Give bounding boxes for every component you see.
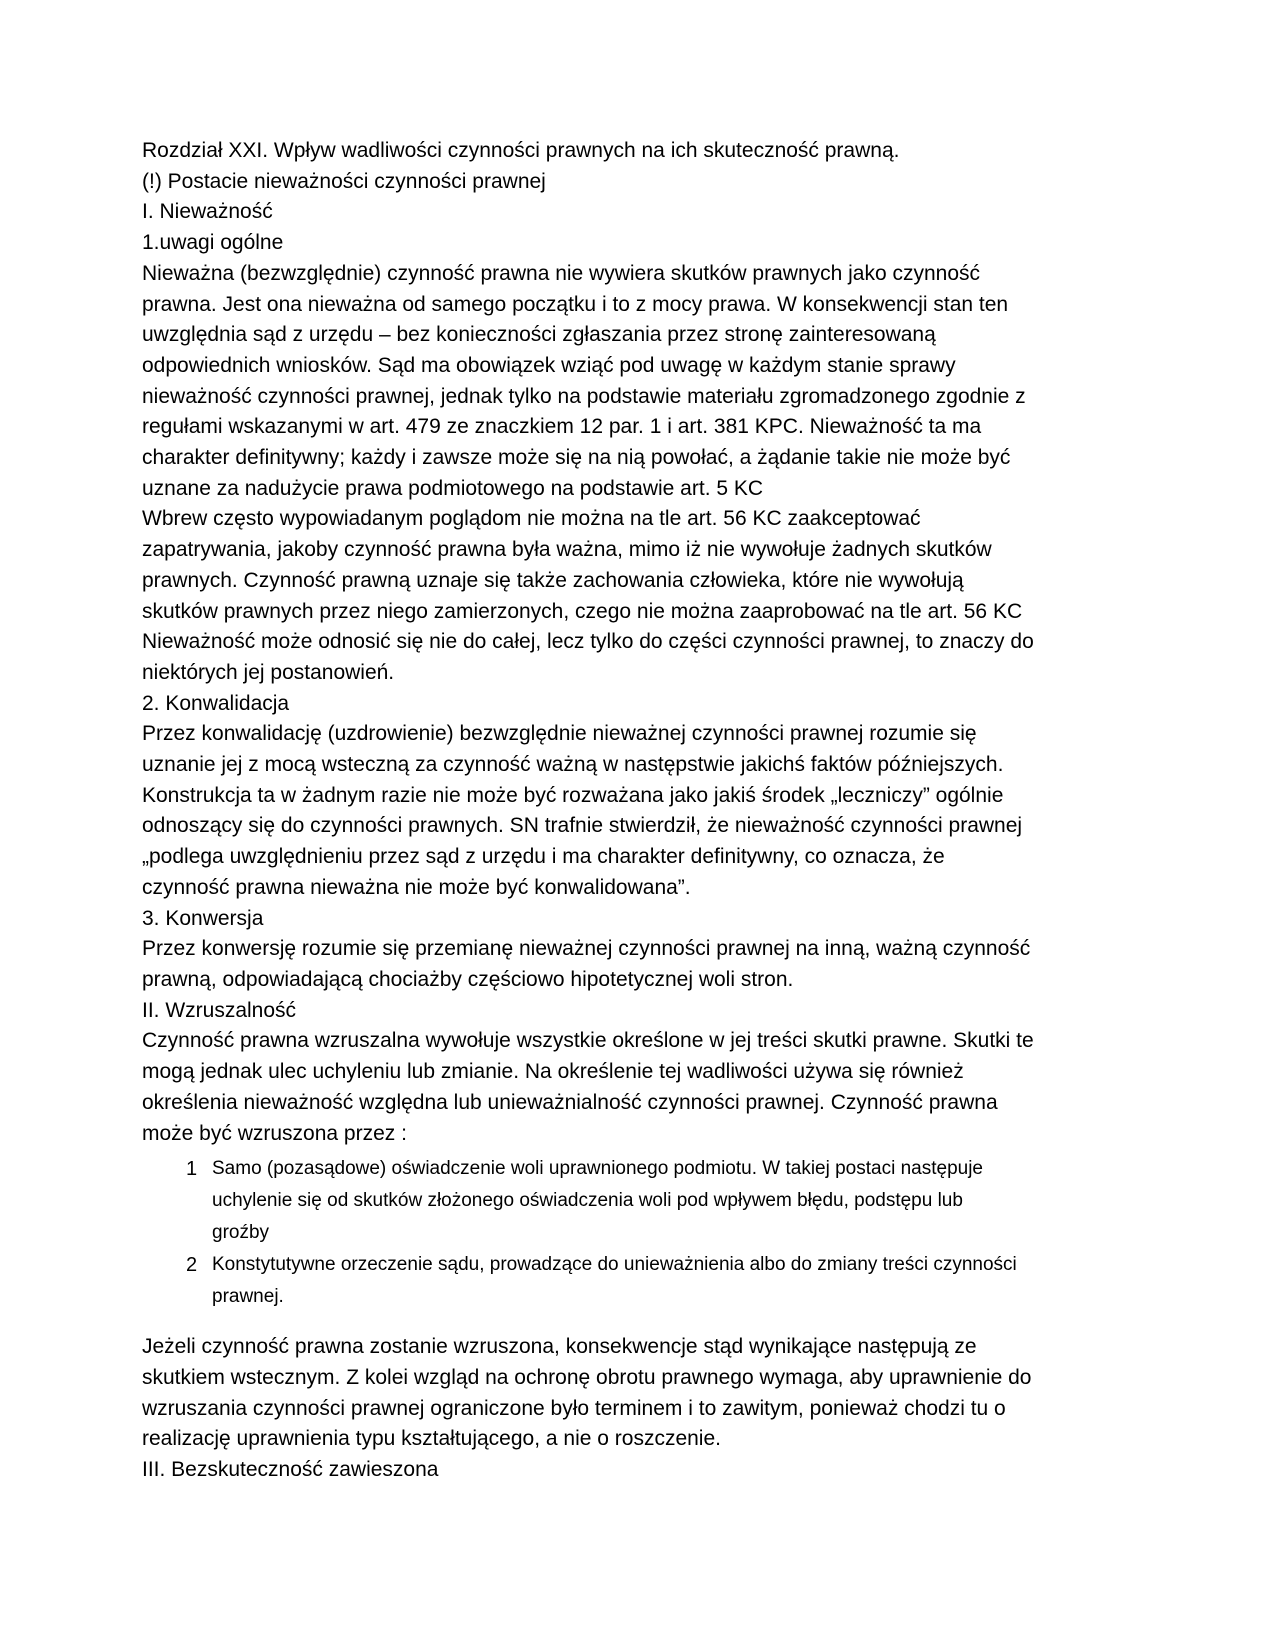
- text-line: określenia nieważność względna lub unieważnialność czynności prawnej. Czynność prawna: [142, 1090, 998, 1114]
- text-line: prawnej.: [212, 1286, 284, 1308]
- text-line: prawnych. Czynność prawną uznaje się także zachowania człowieka, które nie wywołują: [142, 568, 964, 592]
- text-line: Samo (pozasądowe) oświadczenie woli uprawnionego podmiotu. W takiej postaci następuje: [212, 1158, 983, 1180]
- chapter-title-line: Rozdział XXI. Wpływ wadliwości czynności prawnych na ich skuteczność prawną.: [142, 139, 900, 162]
- text-line: Konstrukcja ta w żadnym razie nie może być rozważana jako jakiś środek „leczniczy” ogólnie: [142, 783, 1004, 807]
- list-item-text: [212, 1153, 1175, 1249]
- text-line: nieważność czynności prawnej, jednak tylko na podstawie materiału zgromadzonego zgodnie z: [142, 384, 1026, 408]
- text-line: skutków prawnych przez niego zamierzonych, czego nie można zaaprobować na tle art. 56 KC: [142, 599, 1023, 623]
- text-line: może być wzruszona przez :: [142, 1121, 407, 1145]
- text-line: prawna. Jest ona nieważna od samego początku i to z mocy prawa. W konsekwencji stan ten: [142, 292, 1009, 316]
- text-line: regułami wskazanymi w art. 479 ze znaczkiem 12 par. 1 i art. 381 KPC. Nieważność ta ma: [142, 415, 982, 439]
- text-line: Nieważna (bezwzględnie) czynność prawna nie wywiera skutków prawnych jako czynność: [142, 261, 981, 285]
- list-item-number: 2: [186, 1254, 198, 1277]
- text-line: mogą jednak ulec uchyleniu lub zmianie. Na określenie tej wadliwości używa się również: [142, 1060, 964, 1084]
- text-line: zapatrywania, jakoby czynność prawna była ważna, mimo iż nie wywołuje żadnych skutków: [142, 538, 992, 562]
- text-line: skutkiem wstecznym. Z kolei wzgląd na ochronę obrotu prawnego wymaga, aby uprawnienie do: [142, 1365, 1032, 1389]
- text-line: Jeżeli czynność prawna zostanie wzruszona, konsekwencje stąd wynikające następują ze: [142, 1335, 977, 1359]
- text-line: charakter definitywny; każdy i zawsze może się na nią powołać, a żądanie takie nie może być: [142, 446, 1011, 470]
- text-line: uznanie jej z mocą wsteczną za czynność ważną w następstwie jakichś faktów późniejszych.: [142, 753, 1004, 777]
- closing-text-block: [142, 1332, 1175, 1486]
- text-line: niektórych jej postanowień.: [142, 660, 395, 684]
- subsection-heading-line: 2. Konwalidacja: [142, 691, 290, 715]
- list-item-text: [212, 1249, 1175, 1313]
- numbered-list: [142, 1153, 1175, 1313]
- subsection-heading-line: 3. Konwersja: [142, 906, 264, 930]
- subtitle-line: (!) Postacie nieważności czynności prawnej: [142, 169, 546, 193]
- list-item-2: [142, 1249, 1175, 1313]
- list-item-1: [142, 1153, 1175, 1249]
- text-line: Wbrew często wypowiadanym poglądom nie można na tle art. 56 KC zaakceptować: [142, 507, 921, 531]
- text-line: wzruszania czynności prawnej ograniczone było terminem i to zawitym, ponieważ chodzi tu o: [142, 1396, 1006, 1420]
- text-line: groźby: [212, 1222, 270, 1244]
- text-line: uchylenie się od skutków złożonego oświadczenia woli pod wpływem błędu, podstępu lub: [212, 1190, 963, 1212]
- main-text-block: [142, 136, 1175, 1149]
- section-heading-line: I. Nieważność: [142, 200, 273, 224]
- text-line: czynność prawna nieważna nie może być konwalidowana”.: [142, 875, 691, 899]
- text-line: Nieważność może odnosić się nie do całej, lecz tylko do części czynności prawnej, to znaczy do: [142, 630, 1034, 654]
- text-line: „podlega uwzględnieniu przez sąd z urzędu i ma charakter definitywny, co oznacza, że: [142, 845, 945, 869]
- text-line: Przez konwalidację (uzdrowienie) bezwzględnie nieważnej czynności prawnej rozumie się: [142, 722, 977, 746]
- text-line: Czynność prawna wzruszalna wywołuje wszystkie określone w jej treści skutki prawne. Skutki te: [142, 1029, 1034, 1053]
- text-line: realizację uprawnienia typu kształtującego, a nie o roszczenie.: [142, 1427, 721, 1451]
- text-line: odpowiednich wniosków. Sąd ma obowiązek wziąć pod uwagę w każdym stanie sprawy: [142, 353, 956, 377]
- section-heading-line: II. Wzruszalność: [142, 998, 297, 1022]
- text-line: Konstytutywne orzeczenie sądu, prowadzące do unieważnienia albo do zmiany treści czynności: [212, 1254, 1017, 1276]
- text-line: uwzględnia sąd z urzędu – bez konieczności zgłaszania przez stronę zainteresowaną: [142, 323, 936, 347]
- section-heading-line: III. Bezskuteczność zawieszona: [142, 1458, 439, 1482]
- text-line: Przez konwersję rozumie się przemianę nieważnej czynności prawnej na inną, ważną czynność: [142, 937, 1031, 961]
- subsection-heading-line: 1.uwagi ogólne: [142, 231, 284, 255]
- text-line: odnoszący się do czynności prawnych. SN trafnie stwierdził, że nieważność czynności prawnej: [142, 814, 1023, 838]
- text-line: prawną, odpowiadającą chociażby częściowo hipotetycznej woli stron.: [142, 967, 794, 991]
- list-item-number: 1: [186, 1158, 198, 1181]
- text-line: uznane za nadużycie prawa podmiotowego na podstawie art. 5 KC: [142, 476, 764, 500]
